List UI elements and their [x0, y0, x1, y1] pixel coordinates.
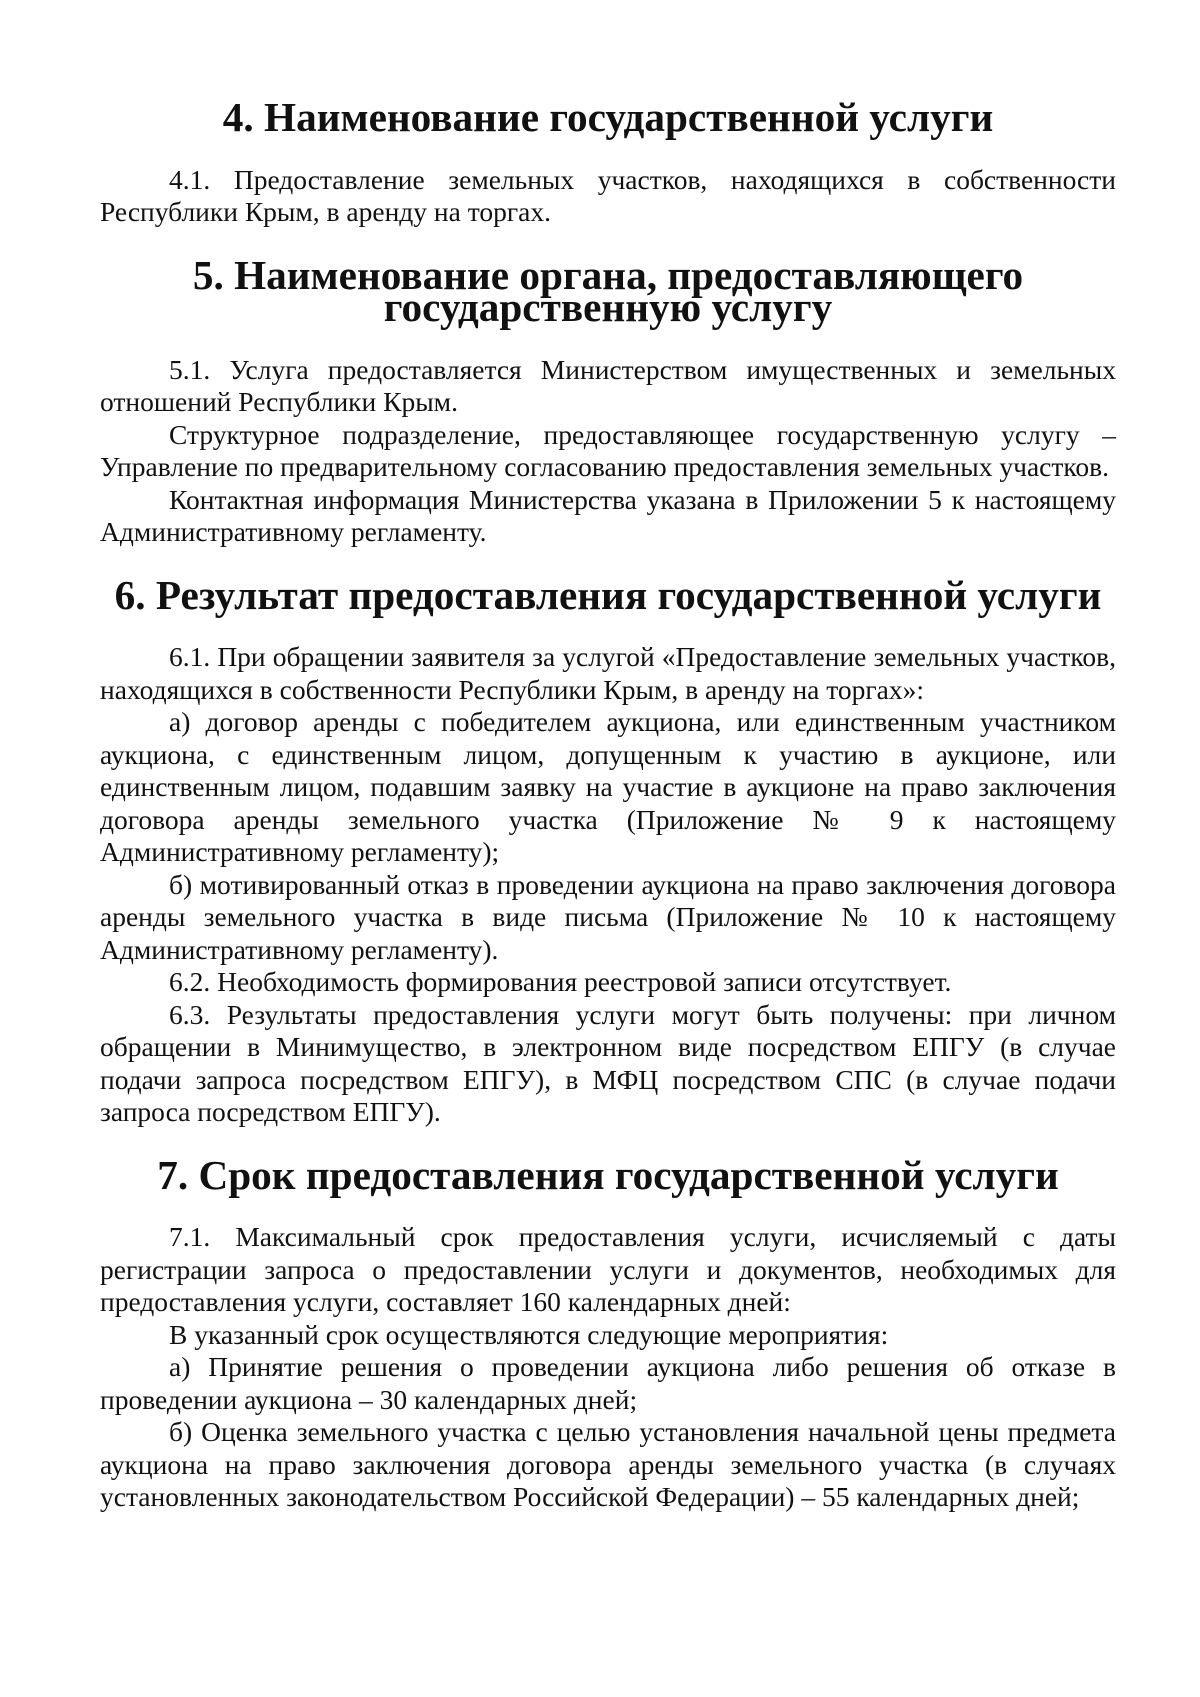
section-heading-6: 6. Результат предоставления государственной услуги — [114, 571, 1102, 618]
document-page — [100, 88, 1116, 1514]
paragraph-6-3: 6.3. Результаты предоставления услуги могут быть получены: при личном обращении в Минимущество, в электронном виде посредством ЕПГУ (в случае подачи запроса посредством ЕПГУ), в МФЦ посредством СПС (в случае подачи запроса посредством ЕПГУ). — [100, 998, 1116, 1127]
paragraph-4-1: 4.1. Предоставление земельных участков, находящихся в собственности Республики Крым, в аренду на торгах. — [100, 163, 1116, 227]
paragraph-7-1-a: а) Принятие решения о проведении аукциона либо решения об отказе в проведении аукциона – 30 календарных дней; — [100, 1351, 1116, 1415]
paragraph-6-1-a: а) договор аренды с победителем аукциона, или единственным участником аукциона, с единственным лицом, допущенным к участию в аукционе, или единственным лицом, подавшим заявку на участие в аукционе на право заключения договора аренды земельного участка (Приложение № 9 к настоящему Административному регламенту); — [100, 706, 1116, 867]
paragraph-7-1-b: б) Оценка земельного участка с целью установления начальной цены предмета аукциона на право заключения договора аренды земельного участка (в случаях установленных законодательством Российской Федерации) – 55 календарных дней; — [100, 1416, 1116, 1512]
paragraph-6-1-b: б) мотивированный отказ в проведении аукциона на право заключения договора аренды земельного участка в виде письма (Приложение № 10 к настоящему Административному регламенту). — [100, 868, 1116, 965]
paragraph-6-1: 6.1. При обращении заявителя за услугой «Предоставление земельных участков, находящихся в собственности Республики Крым, в аренду на торгах»: — [100, 641, 1116, 705]
paragraph-6-2: 6.2. Необходимость формирования реестровой записи отсутствует. — [169, 966, 952, 997]
section-heading-4: 4. Наименование государственной услуги — [222, 94, 994, 140]
paragraph-5-structural-unit: Структурное подразделение, предоставляющее государственную услугу – Управление по предварительному согласованию предоставления земельных участков. — [100, 418, 1116, 482]
paragraph-5-contact-info: Контактная информация Министерства указана в Приложении 5 к настоящему Административному регламенту. — [100, 483, 1116, 547]
section-heading-7: 7. Срок предоставления государственной услуги — [157, 1151, 1059, 1198]
paragraph-7-1: 7.1. Максимальный срок предоставления услуги, исчисляемый с даты регистрации запроса о предоставлении услуги и документов, необходимых для предоставления услуги, составляет 160 календарных дней: — [100, 1221, 1116, 1317]
section-heading-5: 5. Наименование органа, предоставляющего государственную услугу — [192, 251, 1024, 330]
paragraph-5-1: 5.1. Услуга предоставляется Министерством имущественных и земельных отношений Республики Крым. — [100, 353, 1116, 417]
paragraph-7-activities: В указанный срок осуществляются следующие мероприятия: — [169, 1318, 889, 1350]
